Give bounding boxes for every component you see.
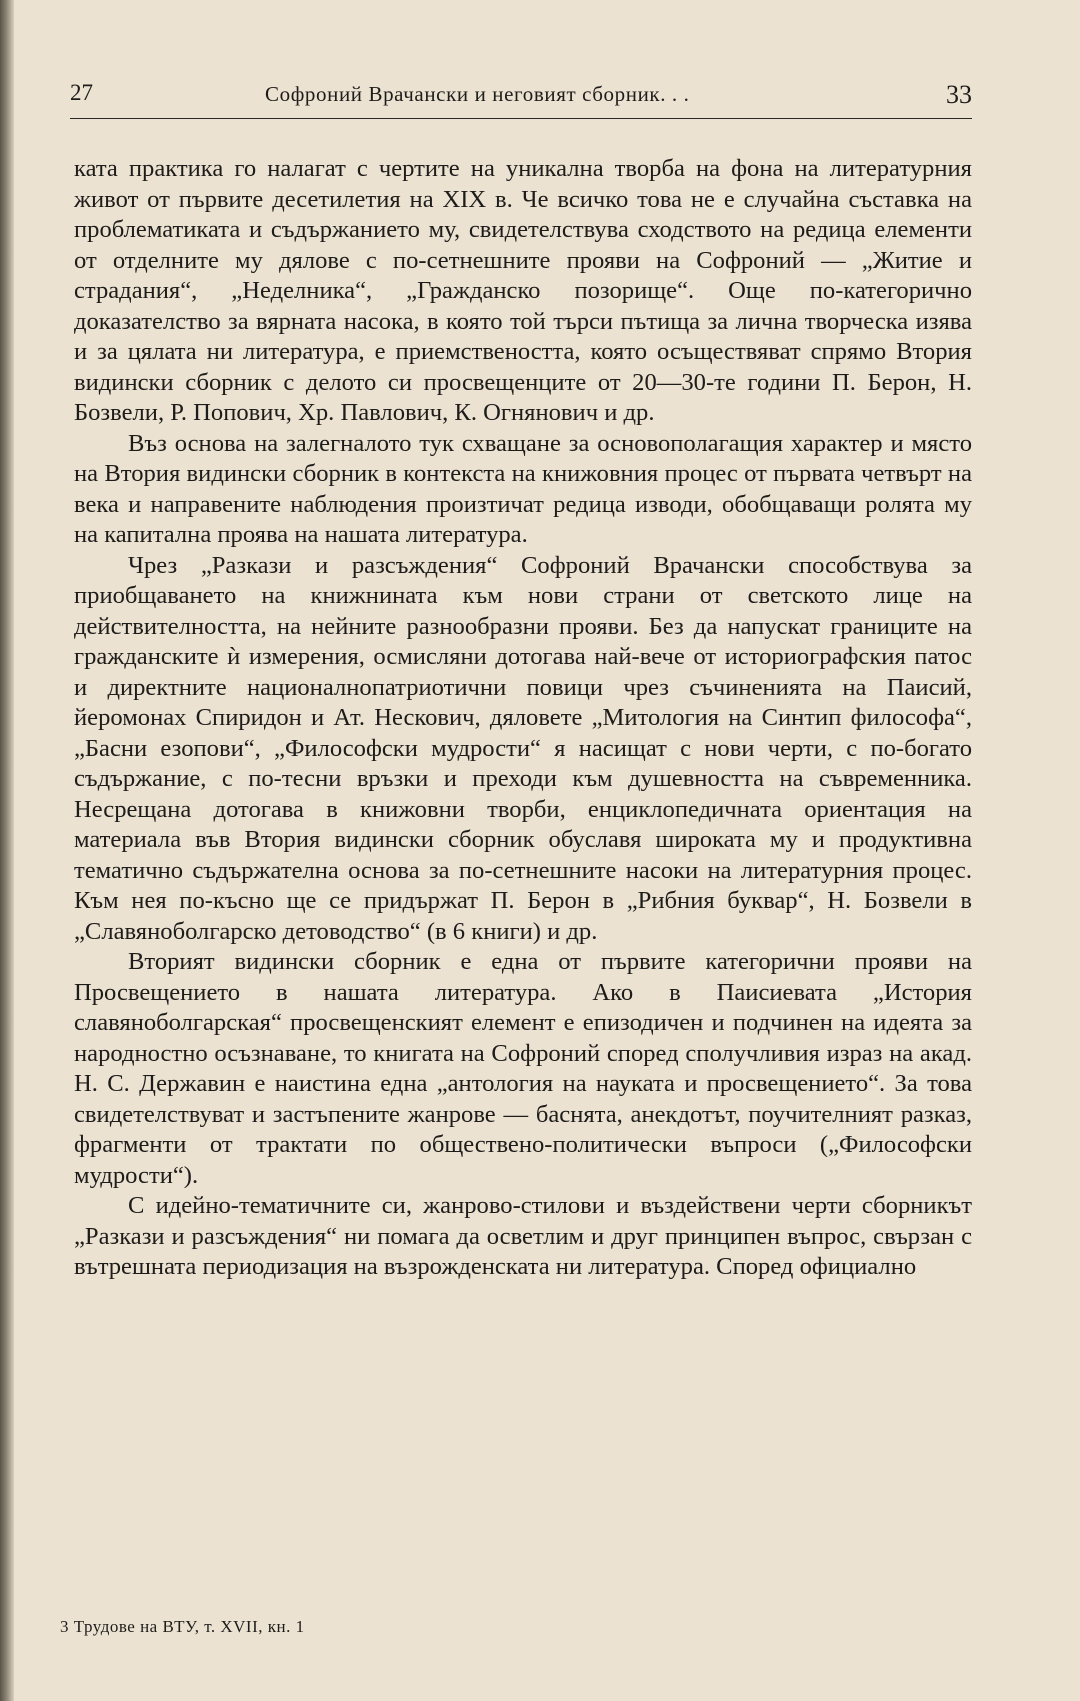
body-text bbox=[74, 154, 972, 1283]
paragraph-2: Въз основа на залегналото тук схващане за основополагащия характер и място на Втория видински сборник в контекста на книжовния процес от първата четвърт на века и направените наблюдения произтичат редица изводи, обобщаващи ролята му на капитална проява на нашата литература. bbox=[74, 429, 972, 548]
paragraph-5: С идейно-тематичните си, жанрово-стилови и въздействени черти сборникът „Разкази и разсъждения“ ни помага да осветлим и друг принципен въпрос, свързан с вътрешната периодизация на възрожденската ни литература. Според официално bbox=[74, 1192, 972, 1280]
running-title: Софроний Врачански и неговият сборник. . . bbox=[265, 82, 690, 106]
signature-footer: 3 Трудове на ВТУ, т. XVII, кн. 1 bbox=[60, 1617, 305, 1636]
page-number: 33 bbox=[946, 80, 972, 109]
paragraph-4: Вторият видински сборник е една от първите категорични прояви на Просвещението в нашата литература. Ако в Паисиевата „История славяноболгарская“ просвещенският елемент е епизодичен и подчинен на идеята за народностно осъзнаване, то книгата на Софроний според сполучливия израз на акад. Н. С. Державин е наистина една „антология на науката и просвещението“. За това свидетелствуват и застъпените жанрове — баснята, анекдотът, поучителният разказ, фрагменти от трактати по обществено-политически въпроси („Философски мудрости“). bbox=[74, 948, 972, 1189]
left-page-number: 27 bbox=[70, 80, 93, 105]
header-rule bbox=[70, 118, 972, 119]
paragraph-3: Чрез „Разкази и разсъждения“ Софроний Врачански способствува за приобщаването на книжнината към нови страни от светското лице на действителността, на нейните разнообразни прояви. Без да напускат границите на гражданските ѝ измерения, осмисляни дотогава най-вече от историографския патос и директните националнопатриотични повици чрез съчиненията на Паисий, йеромонах Спиридон и Ат. Нескович, дяловете „Митология на Синтип философа“, „Басни езопови“, „Философски мудрости“ я насищат с нови черти, с по-богато съдържание, с по-тесни връзки и преходи към душевността на съвременника. Несрещана дотогава в книжовни творби, енциклопедичната ориентация на материала във Втория видински сборник обуславя широката му и продуктивна тематично съдържателна основа за по-сетнешните насоки на литературния процес. Към нея по-късно ще се придържат П. Берон в „Рибния буквар“, Н. Бозвели в „Славяноболгарско детоводство“ (в 6 книги) и др. bbox=[74, 551, 972, 945]
binding-shadow bbox=[0, 0, 14, 1701]
paragraph-1: ката практика го налагат с чертите на уникална творба на фона на литературния живот от първите десетилетия на XIX в. Че всичко това не е случайна съставка на проблематиката и съдържанието му, свидетелствува сходството на редица елементи от отделните му дялове с по-сетнешните прояви на Софроний — „Житие и страдания“, „Неделника“, „Гражданско позорище“. Още по-категорично доказателство за вярната насока, в която той търси пътища за лична творческа изява и за цялата ни литература, е приемствеността, която осъществяват спрямо Втория видински сборник с делото си просвещенците от 20—30-те години П. Берон, Н. Бозвели, Р. Попович, Хр. Павлович, К. Огнянович и др. bbox=[74, 155, 972, 426]
running-header bbox=[70, 76, 972, 120]
